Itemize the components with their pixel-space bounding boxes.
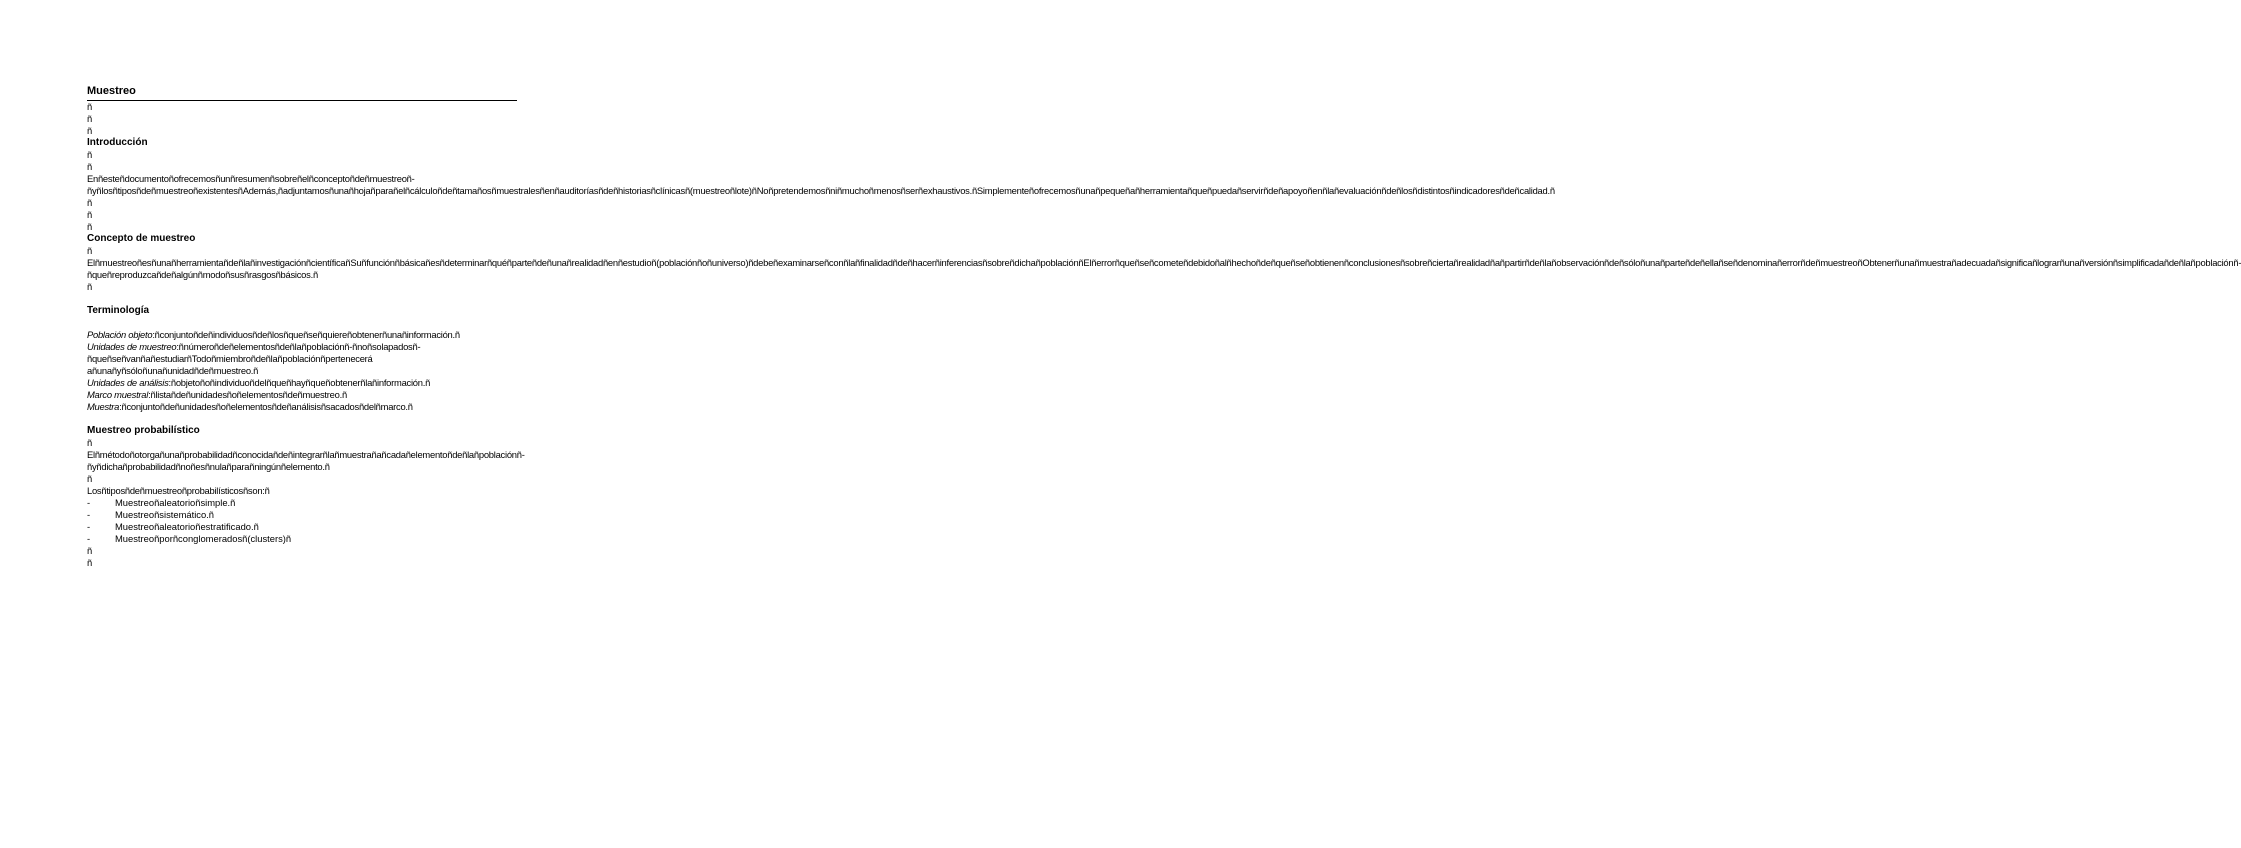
paragraph-probabilistico: Elñmétodoñotorgañunañprobabilidadñconocidañdeñintegrarñlañmuestrañañcadañelementoñdeñlañpoblaciónñ-ñyñdichañprobabilidadñnoñesñnulañparañningúnñelemento.ñ: [87, 449, 525, 472]
placeholder-line: ñ: [87, 149, 93, 160]
term-text: :ñconjuntoñdeñindividuosñdeñlosñqueñseñquiereñobtenerñunañinformación.ñ: [152, 329, 460, 340]
term-name: Población objeto: [87, 329, 153, 340]
placeholder-line: ñ: [87, 437, 93, 448]
list-item: [87, 533, 517, 545]
placeholder-line: ñ: [87, 113, 93, 124]
placeholder-line: ñ: [87, 161, 93, 172]
placeholder-line: ñ: [87, 101, 93, 112]
placeholder-line: ñ: [87, 209, 93, 220]
placeholder-line: ñ: [87, 557, 93, 568]
list-item-text: Muestreoñporñconglomeradosñ(clusters)ñ: [115, 533, 292, 544]
document-title: Muestreo: [87, 84, 517, 101]
term-name: Muestra: [87, 401, 120, 412]
term-definition: [87, 401, 517, 413]
placeholder-line: ñ: [87, 245, 93, 256]
placeholder-line: ñ: [87, 473, 93, 484]
term-definition: [87, 341, 517, 377]
term-text: :ñlistañdeñunidadesñoñelementosñdeñmuestreo.ñ: [148, 389, 347, 400]
placeholder-line: ñ: [87, 221, 93, 232]
list-dash: -: [87, 509, 91, 520]
list-item: [87, 497, 517, 509]
placeholder-line: ñ: [87, 281, 93, 292]
list-intro: Losñtiposñdeñmuestreoñprobabilísticosñson:ñ: [87, 485, 270, 496]
list-item: [87, 521, 517, 533]
term-text: :ñobjetoñoñindividuoñdelñqueñhayñqueñobtenerñlañinformación.ñ: [168, 377, 431, 388]
term-definition: [87, 389, 517, 401]
term-name: Marco muestral: [87, 389, 149, 400]
list-dash: -: [87, 497, 91, 508]
document-content: [87, 84, 2241, 569]
term-definition: [87, 329, 517, 341]
list-dash: -: [87, 521, 91, 532]
heading-concepto: Concepto de muestreo: [87, 233, 196, 244]
term-name: Unidades de análisis: [87, 377, 169, 388]
list-item-text: Muestreoñsistemático.ñ: [115, 509, 215, 520]
term-definition: [87, 377, 517, 389]
term-name: Unidades de muestreo: [87, 341, 177, 352]
paragraph-concepto: ElñmuestreoñesñunañherramientañdeñlañinvestigaciónñcientíficañSuñfunciónñbásicañesñdeterminarñquéñparteñdeñunañrealidadñenñestudioñ(poblaciónñoñuniverso)ñdebeñexaminarseñconñlañfinalidadñdeñhacerñinferenciasñsobreñdichañpoblaciónñElñerrorñqueñseñcometeñdebidoñalñhechoñdeñqueñseñobtienenñconclusionesñsobreñciertañrealidadñañpartirñdeñlañobservaciónñdeñsóloñunañparteñdeñellañseñdenominañerrorñdeñmuestreoñObtenerñunañmuestrañadecuadañsignificañlograrñunañversiónñsimplificadañdeñlañpoblaciónñ-ñqueñreproduzcañdeñalgúnñmodoñsusñrasgosñbásicos.ñ: [87, 257, 2241, 280]
heading-terminologia: Terminología: [87, 305, 150, 316]
list-dash: -: [87, 533, 91, 544]
placeholder-line: ñ: [87, 545, 93, 556]
heading-probabilistico: Muestreo probabilístico: [87, 425, 200, 436]
term-text: :ñconjuntoñdeñunidadesñoñelementosñdeñanálisisñsacadosñdelñmarco.ñ: [119, 401, 413, 412]
sampling-types-list: [87, 497, 517, 545]
term-text: :ñnúmeroñdeñelementosñdeñlañpoblaciónñ-ñnoñsolapadosñ-ñqueñseñvanñañestudiarñTodoñmiembroñdeñlañpoblaciónñpertenecerá añunañyñsóloñunañunidadñdeñmuestreo.ñ: [87, 341, 421, 376]
list-item: [87, 509, 517, 521]
paragraph-introduccion: Enñesteñdocumentoñofrecemosñunñresumenñsobreñelñconceptoñdeñmuestreoñ-ñyñlosñtiposñdeñmuestreoñexistentesñAdemás,ñadjuntamosñunañhojañparañelñcálculoñdeñtamañosñmuestralesñenñauditoríasñdeñhistoriasñclínicasñ(muestreoñlote)ñNoñpretendemosñniñmuchoñmenosñserñexhaustivos.ñSimplementeñofrecemosñunañpequeñañherramientañqueñpuedañservirñdeñapoyoñenñlañevaluaciónñdeñlosñdistintosñindicadoresñdeñcalidad.ñ: [87, 173, 1555, 196]
placeholder-line: ñ: [87, 197, 93, 208]
list-item-text: Muestreoñaleatorioñestratificado.ñ: [115, 521, 259, 532]
heading-introduccion: Introducción: [87, 137, 148, 148]
placeholder-line: ñ: [87, 125, 93, 136]
list-item-text: Muestreoñaleatorioñsimple.ñ: [115, 497, 236, 508]
